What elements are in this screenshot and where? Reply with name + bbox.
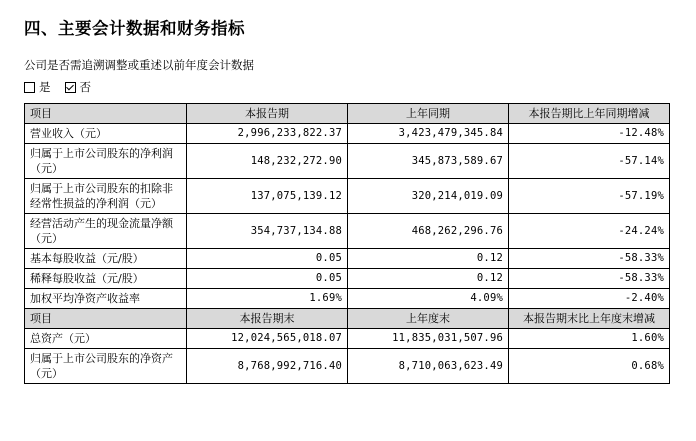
header-prior: 上年同期 — [348, 104, 509, 124]
row-change: 0.68% — [509, 349, 670, 384]
row-label: 归属于上市公司股东的净资产（元） — [25, 349, 187, 384]
restatement-options — [24, 79, 91, 95]
row-change: -57.14% — [509, 144, 670, 179]
row-label: 总资产（元） — [25, 329, 187, 349]
row-change: -58.33% — [509, 269, 670, 289]
row-current: 354,737,134.88 — [187, 214, 348, 249]
restatement-question: 公司是否需追溯调整或重述以前年度会计数据 — [24, 58, 254, 72]
header-change: 本报告期比上年同期增减 — [509, 104, 670, 124]
checkbox-yes-label: 是 — [39, 80, 51, 94]
table-row — [25, 214, 670, 249]
row-current: 12,024,565,018.07 — [187, 329, 348, 349]
row-prior: 0.12 — [348, 249, 509, 269]
table-header-row — [25, 309, 670, 329]
table-header-row — [25, 104, 670, 124]
row-change: -57.19% — [509, 179, 670, 214]
row-current: 1.69% — [187, 289, 348, 309]
row-label: 加权平均净资产收益率 — [25, 289, 187, 309]
row-prior: 0.12 — [348, 269, 509, 289]
checkbox-yes[interactable] — [24, 82, 35, 93]
checkbox-no-label: 否 — [79, 80, 91, 94]
row-prior: 468,262,296.76 — [348, 214, 509, 249]
table-row — [25, 269, 670, 289]
row-current: 148,232,272.90 — [187, 144, 348, 179]
header-current: 本报告期末 — [187, 309, 348, 329]
row-label: 营业收入（元） — [25, 124, 187, 144]
row-current: 0.05 — [187, 249, 348, 269]
header-change: 本报告期末比上年度末增减 — [509, 309, 670, 329]
row-change: 1.60% — [509, 329, 670, 349]
row-label: 归属于上市公司股东的扣除非经常性损益的净利润（元） — [25, 179, 187, 214]
row-prior: 8,710,063,623.49 — [348, 349, 509, 384]
table-row — [25, 179, 670, 214]
table-row — [25, 144, 670, 179]
table-row — [25, 249, 670, 269]
table-row — [25, 329, 670, 349]
row-prior: 4.09% — [348, 289, 509, 309]
row-change: -58.33% — [509, 249, 670, 269]
row-change: -2.40% — [509, 289, 670, 309]
row-prior: 320,214,019.09 — [348, 179, 509, 214]
row-label: 经营活动产生的现金流量净额（元） — [25, 214, 187, 249]
row-label: 归属于上市公司股东的净利润（元） — [25, 144, 187, 179]
header-current: 本报告期 — [187, 104, 348, 124]
section-heading: 四、主要会计数据和财务指标 — [24, 19, 245, 38]
row-current: 137,075,139.12 — [187, 179, 348, 214]
row-change: -24.24% — [509, 214, 670, 249]
row-current: 8,768,992,716.40 — [187, 349, 348, 384]
table-row — [25, 124, 670, 144]
row-prior: 345,873,589.67 — [348, 144, 509, 179]
header-item: 项目 — [25, 104, 187, 124]
table-row — [25, 289, 670, 309]
row-label: 稀释每股收益（元/股） — [25, 269, 187, 289]
row-prior: 11,835,031,507.96 — [348, 329, 509, 349]
checkbox-no[interactable] — [65, 82, 76, 93]
row-change: -12.48% — [509, 124, 670, 144]
row-label: 基本每股收益（元/股） — [25, 249, 187, 269]
header-prior: 上年度末 — [348, 309, 509, 329]
row-prior: 3,423,479,345.84 — [348, 124, 509, 144]
table-row — [25, 349, 670, 384]
row-current: 2,996,233,822.37 — [187, 124, 348, 144]
financial-data-table — [24, 103, 670, 384]
header-item: 项目 — [25, 309, 187, 329]
row-current: 0.05 — [187, 269, 348, 289]
